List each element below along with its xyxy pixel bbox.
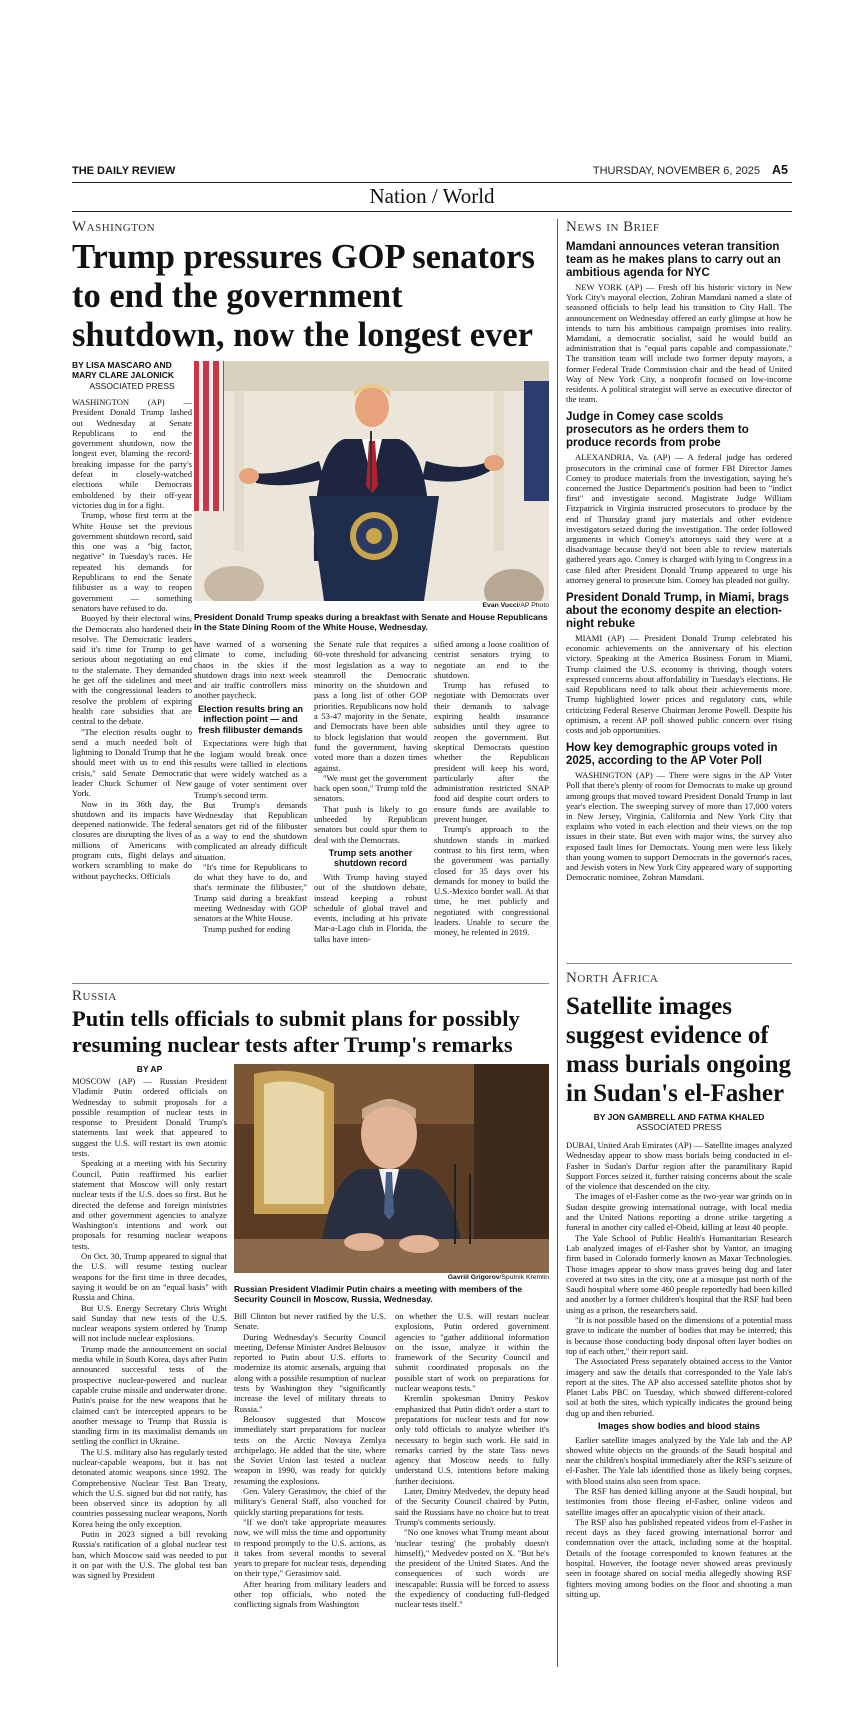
paragraph: Expectations were high that the logjam would break once results were tallied in elections that were widely watched as a gauge of voter sentiment over Trump's second term.: [194, 738, 307, 800]
sudan-byline: BY JON GAMBRELL AND FATMA KHALED: [593, 1112, 765, 1122]
sudan-headline: Satellite images suggest evidence of mass burials ongoing in Sudan's el-Fasher: [566, 993, 792, 1107]
paragraph: "It's time for Republicans to do what they have to do, and that's terminate the filibuster," Trump said during a breakfast meeting Wednesday with GOP senators at the White House.: [194, 861, 307, 924]
brief-item: [566, 241, 792, 404]
credit-org: /AP Photo: [518, 602, 549, 609]
russia-kicker: Russia: [72, 988, 117, 1004]
paragraph: But U.S. Energy Secretary Chris Wright said Sunday that new tests of the U.S. nuclear weapons system ordered by Trump will not include nuclear explosions.: [72, 1302, 227, 1344]
credit-name: Evan Vucci: [482, 602, 519, 609]
paragraph: With Trump having stayed out of the shutdown debate, instead keeping a robust schedule of global travel and events, including at his private Mar-a-Lago club in Florida, the talks have inten-: [314, 871, 427, 944]
paragraph: "No one knows what Trump meant about 'nuclear testing' (he probably doesn't himself)," Medvedev posted on X. "But he's the president of the United States. And the consequences of such words are inescapable: Russia will be forced to assess the expediency of conducting full-fledged nuclear tests itself.": [395, 1527, 549, 1610]
paragraph: Bill Clinton but never ratified by the U.S. Senate.: [234, 1311, 386, 1332]
paragraph: The Associated Press separately obtained access to the Vantor imagery and saw the details that corresponded to the Yale lab's report at the sites. The AP also accessed satellite photos shot by Planet Labs PBC on Tuesday, which showed different-colored soil at both the sites, which typically indicates the ground being dug up and then reburied.: [566, 1356, 792, 1418]
briefs-divider: [566, 963, 792, 964]
lead-column-3: [314, 639, 427, 944]
russia-headline: Putin tells officials to submit plans for possibly resuming nuclear tests after Trump's remarks: [72, 1006, 520, 1057]
paragraph: have warned of a worsening climate to come, including chaos in the skies if the shutdown drags into next week and air traffic controllers miss another paycheck.: [194, 639, 307, 701]
lead-kicker: Washington: [72, 219, 156, 235]
lead-column-4: [434, 639, 549, 938]
russia-column-3: [395, 1311, 549, 1610]
paragraph: Kremlin spokesman Dmitry Peskov emphasized that Putin didn't order a start to preparations for nuclear tests and for now only told officials to analyze whether it's necessary to begin such work. He said in remarks carried by the state Tass news agency that Moscow needs to fully understand U.S. intentions before making further decisions.: [395, 1393, 549, 1486]
brief-headline: Judge in Comey case scolds prosecutors as he orders them to produce records from probe: [566, 411, 749, 450]
credit-org: /Sputnik Kremlin: [499, 1274, 549, 1281]
lead-photo: [194, 361, 549, 601]
paragraph: Trump made the announcement on social media while in South Korea, days after Putin announced successful tests of the prospective nuclear-powered and nuclear capable cruise missile and underwater drone. Putin's praise for the new weapons that he claimed can't be intercepted appears to be another message to Trump that Russia is standing firm in its maximalist demands on settling the conflict in Ukraine.: [72, 1343, 227, 1447]
trump-photo-illustration: [194, 361, 549, 601]
brief-item: [566, 592, 792, 735]
paragraph: Putin in 2023 signed a bill revoking Russia's ratification of a global nuclear test ban, which Moscow said was needed to put it on par with the U.S. The global test ban was signed by President: [72, 1529, 227, 1581]
page-number: A5: [772, 163, 788, 177]
russia-caption: Russian President Vladimir Putin chairs a meeting with members of the Security Council in Moscow, Russia, Wednesday.: [234, 1284, 523, 1304]
paragraph: "It is not possible based on the dimensions of a potential mass grave to indicate the number of bodies that may be interred; this is because those conducting body disposal often layer bodies on top of each other," their report said.: [566, 1315, 792, 1356]
lead-subhead-2: Trump sets another shutdown record: [328, 847, 413, 869]
paragraph: Gen. Valery Gerasimov, the chief of the military's General Staff, also vouched for quickly starting preparations for tests.: [234, 1486, 386, 1517]
brief-item: [566, 411, 792, 585]
lead-subhead-1: Election results bring an inflection point — and fresh filibuster demands: [197, 703, 304, 735]
sudan-kicker: North Africa: [566, 970, 659, 986]
lead-caption: President Donald Trump speaks during a breakfast with Senate and House Republicans in the State Dining Room of the White House, Wednesday.: [194, 612, 548, 632]
lead-column-2: [194, 639, 307, 934]
paragraph: WASHINGTON (AP) — President Donald Trump lashed out Wednesday at Senate Republicans to end the government shutdown, now the longest ever, blaming the record-breaking impasse for the party's defeat in closely-watched elections while Democrats emboldened by their off-year victories dug in for a fight.: [72, 397, 192, 510]
lead-agency: ASSOCIATED PRESS: [89, 381, 175, 391]
paragraph: Buoyed by their electoral wins, the Democrats also hardened their resolve. The Democratic leaders said it's time for Trump to get serious about negotiating an end to the stalemate. They demanded he get off the sidelines and meet with the congressional leaders to resolve the problem of expiring health care subsidies that are central to the debate.: [72, 613, 192, 727]
sudan-body: [566, 1140, 792, 1599]
masthead-rule: [72, 211, 792, 212]
paragraph: sified among a loose coalition of centrist senators trying to negotiate an end to the shutdown.: [434, 639, 549, 680]
brief-body: WASHINGTON (AP) — There were signs in the AP Voter Poll that there's plenty of room for Democrats to make up ground among groups that moved toward President Donald Trump in last year's election. The sweeping survey of more than 17,000 voters in New Jersey, Virginia, California and New York City that explains who voted in each election and their views on the top issues in their state. But even with major wins, the survey also exposed fault lines for Democrats. Young men were less likely than young women to support Democrats in the governor's races, and Jewish voters in New York City appeared wary of supporting Democratic nominee, Zohran Mamdani.: [566, 770, 792, 883]
paragraph: The U.S. military also has regularly tested nuclear-capable weapons, but it has not detonated atomic weapons since 1992. The Comprehensive Nuclear Test Ban Treaty, which the U.S. signed but did not ratify, has been observed since its adoption by all countries possessing nuclear weapons, North Korea being the only exception.: [72, 1446, 227, 1529]
column-divider: [557, 219, 558, 1667]
brief-item: [566, 742, 792, 882]
brief-body: NEW YORK (AP) — Fresh off his historic victory in New York City's mayoral election, Zohran Mamdani named a slate of seasoned officials to help lead his transition to City Hall. The announcement on Wednesday offered an early glimpse at how he intends to turn his ambitious campaign promises into reality. Mamdani, a democratic socialist, said he would build an administration that is "equal parts capable and compassionate." The transition team will include two former deputy mayors, a former Federal Trade Commission chair and the head of United Way of New York City, a nonprofit focused on low-income residents. A political strategist will serve as executive director of the team.: [566, 282, 792, 405]
paragraph: "If we don't take appropriate measures now, we will miss the time and opportunity to respond promptly to the U.S. actions, as it takes from several months to several years to prepare for nuclear tests, depending on their type," Gerasimov said.: [234, 1516, 386, 1579]
paragraph: During Wednesday's Security Council meeting, Defense Minister Andrei Belousov reported to Putin about U.S. efforts to modernize its atomic arsenals, arguing that along with a possible resumption of nuclear tests by Washington they "significantly increase the level of military threats to Russia.": [234, 1331, 386, 1414]
paragraph: The RSF also has published repeated videos from el-Fasher in recent days as they faced growing international horror and condemnation over the attack, including some at the hospital. Details of the footage corresponded to known features at the hospital. However, the footage never showed areas previously seen in footage shared on social media allegedly showing RSF fighters moving among bodies on the floor and shooting a man sitting up.: [566, 1516, 792, 1599]
paragraph: Trump, whose first term at the White House set the previous government shutdown record, said this one was a "big factor, negative" in Tuesday's races. He repeated his demands for Republicans to end the Senate filibuster as a way to reopen government — something senators have refused to do.: [72, 510, 192, 613]
paragraph: MOSCOW (AP) — Russian President Vladimir Putin ordered officials on Wednesday to submit proposals for a possible resumption of nuclear tests in response to President Donald Trump's statements last week that appeared to suggest the U.S. will restart its own atomic tests.: [72, 1076, 227, 1159]
paragraph: Speaking at a meeting with his Security Council, Putin reaffirmed his earlier statement that Moscow will only restart nuclear tests if the U.S. does so first. But he directed the defense and foreign ministries and other government agencies to analyze Washington's intentions and work out proposals for resuming nuclear weapons tests.: [72, 1158, 227, 1251]
paragraph: DUBAI, United Arab Emirates (AP) — Satellite images analyzed Wednesday appear to show mass burials being conducted in el-Fasher in Sudan's Darfur region after the paramilitary Rapid Support Forces seized it, further raising concerns about the scale of the violence that descended on the city.: [566, 1140, 792, 1192]
paragraph: Earlier satellite images analyzed by the Yale lab and the AP showed white objects on the grounds of the Saudi hospital and near the children's hospital immediately after the RSF's seizure of el-Fasher. The Yale lab identified those as likely being corpses, with blood stains also seen from space.: [566, 1434, 792, 1486]
paragraph: on whether the U.S. will restart nuclear explosions, Putin ordered government agencies to "gather additional information on the issue, analyze it within the framework of the Security Council and submit coordinated proposals on the possible start of work on preparations for nuclear weapons tests.": [395, 1311, 549, 1394]
briefs-list: [566, 241, 792, 889]
paragraph: Trump's approach to the shutdown stands in marked contrast to his first term, when the government was partially closed for 35 days over his demands for money to build the U.S.-Mexico border wall. At that time, he met publicly and negotiated with congressional leaders. Unable to secure the money, he relented in 2019.: [434, 824, 549, 938]
russia-column-1: [72, 1076, 227, 1581]
brief-body: ALEXANDRIA, Va. (AP) — A federal judge has ordered prosecutors in the criminal case of former FBI Director James Comey to produce materials from the investigation, saying he's concerned the Justice Department's position had been to "indict first" and investigate second. Magistrate Judge William Fitzpatrick in Virginia instructed prosecutors to produce by the end of Thursday grand jury materials and other evidence investigators seized during the investigation. The order followed arguments in which Comey's attorneys said they were at a disadvantage because they'd not been able to review materials gathered years ago. Comey is charged with lying to Congress in a case filed after President Donald Trump appeared to urge his attorney general to prosecute him. Comey has pleaded not guilty.: [566, 452, 792, 585]
section-title: Nation / World: [369, 184, 495, 208]
russia-byline: BY AP: [136, 1064, 163, 1074]
paragraph: Later, Dmitry Medvedev, the deputy head of the Security Council chaired by Putin, said the Russians have no choice but to treat Trump's comments seriously.: [395, 1486, 549, 1527]
lead-column-1: [72, 397, 192, 881]
briefs-header: News in Brief: [566, 219, 660, 235]
paragraph: Now in its 36th day, the shutdown and its impacts have deepened nationwide. The federal closures are disrupting the lives of millions of Americans with program cuts, flight delays and workers scrambling to make do without paychecks. Officials: [72, 798, 192, 881]
paragraph: Trump has refused to negotiate with Democrats over their demands to salvage expiring health insurance subsidies until they agree to reopen the government. But skeptical Democrats question whether the Republican president will keep his word, particularly after the administration restricted SNAP food aid despite court orders to ensure funds are available to prevent hunger.: [434, 680, 549, 825]
brief-headline: Mamdani announces veteran transition team as he makes plans to carry out an ambitious agenda for NYC: [566, 241, 781, 279]
brief-headline: President Donald Trump, in Miami, brags about the economy despite an election-night rebuke: [566, 592, 790, 631]
paragraph: On Oct. 30, Trump appeared to signal that the U.S. will resume testing nuclear weapons for the first time in three decades, saying it would be on an "equal basis" with Russia and China.: [72, 1251, 227, 1303]
putin-photo-illustration: [234, 1064, 549, 1273]
paragraph: The RSF has denied killing anyone at the Saudi hospital, but testimonies from those fleeing el-Fasher, online videos and satellite images offer an apocalyptic vision of their attack.: [566, 1486, 792, 1517]
lead-photo-credit: [194, 602, 549, 609]
paragraph: "The election results ought to send a much needed bolt of lightning to Donald Trump that he should meet with us to end this crisis," said Senate Democratic leader Chuck Schumer of New York.: [72, 726, 192, 799]
lead-byline: BY LISA MASCARO AND MARY CLARE JALONICK: [72, 360, 175, 380]
paper-name: THE DAILY REVIEW: [72, 165, 176, 177]
brief-headline: How key demographic groups voted in 2025, according to the AP Voter Poll: [566, 742, 778, 768]
paragraph: After hearing from military leaders and other top officials, who noted the conflicting signals from Washington: [234, 1578, 386, 1610]
sudan-agency: ASSOCIATED PRESS: [636, 1122, 722, 1132]
paragraph: "We must get the government back open soon," Trump told the senators.: [314, 772, 427, 804]
paragraph: Trump pushed for ending: [203, 923, 291, 934]
paragraph: The images of el-Fasher come as the two-year war grinds on in Sudan despite growing international outrage, with local media and the United Nations reporting a drone strike targeting a funeral in another city called el-Obeid, killing at least 40 people.: [566, 1191, 792, 1233]
paragraph: But Trump's demands Wednesday that Republican senators get rid of the filibuster as a way to end the shutdown complicated an already difficult situation.: [194, 800, 307, 862]
issue-date: THURSDAY, NOVEMBER 6, 2025: [592, 165, 760, 177]
section-divider: [72, 983, 549, 984]
paragraph: the Senate rule that requires a 60-vote threshold for advancing most legislation as a way to steamroll the Democratic minority on the shutdown and pass a long list of other GOP priorities. Republicans now hold a 53-47 majority in the Senate, and Democrats have been able to block legislation that would fund the government, having voted more than a dozen times against.: [314, 639, 427, 773]
russia-photo: [234, 1064, 549, 1273]
russia-photo-credit: [234, 1274, 549, 1281]
sudan-subhead: Images show bodies and blood stains: [597, 1421, 761, 1432]
credit-name: Gavriil Grigorov: [447, 1274, 500, 1281]
paragraph: That push is likely to go unheeded by Republican senators but could spur them to deal with the Democrats.: [314, 803, 427, 845]
paragraph: Belousov suggested that Moscow immediately start preparations for nuclear tests on the Arctic Novaya Zemlya archipelago. He added that the site, where the Soviet Union last tested a nuclear weapon in 1990, was ready for quickly resuming the explosions.: [234, 1413, 386, 1486]
lead-headline: Trump pressures GOP senators to end the government shutdown, now the longest ever: [72, 238, 535, 354]
brief-body: MIAMI (AP) — President Donald Trump celebrated his economic achievements on the anniversary of his election victory. Speaking at the America Business Forum in Miami, Trump claimed the U.S. economy is thriving, though voters expressed concerns about affordability in Tuesday's elections. He said Republicans need to talk about their achievements more. Trump highlighted lower prices and regulatory cuts, while criticizing Federal Reserve Chairman Jerome Powell. Despite his optimism, a recent AP poll showed public concern over rising costs and job opportunities.: [566, 633, 792, 735]
paragraph: The Yale School of Public Health's Humanitarian Research Lab analyzed images of el-Fasher shot by Vantor, an imaging firm based in Colorado formerly known as Maxar Technologies. Those images appear to show mass graves being dug and later covered at two sites in the city, one at a mosque just north of the Saudi hospital where some 460 people reportedly had been killed and another by a former children's hospital that the RSF had been using as a prison, the researchers said.: [566, 1232, 792, 1315]
russia-column-2: [234, 1311, 386, 1610]
